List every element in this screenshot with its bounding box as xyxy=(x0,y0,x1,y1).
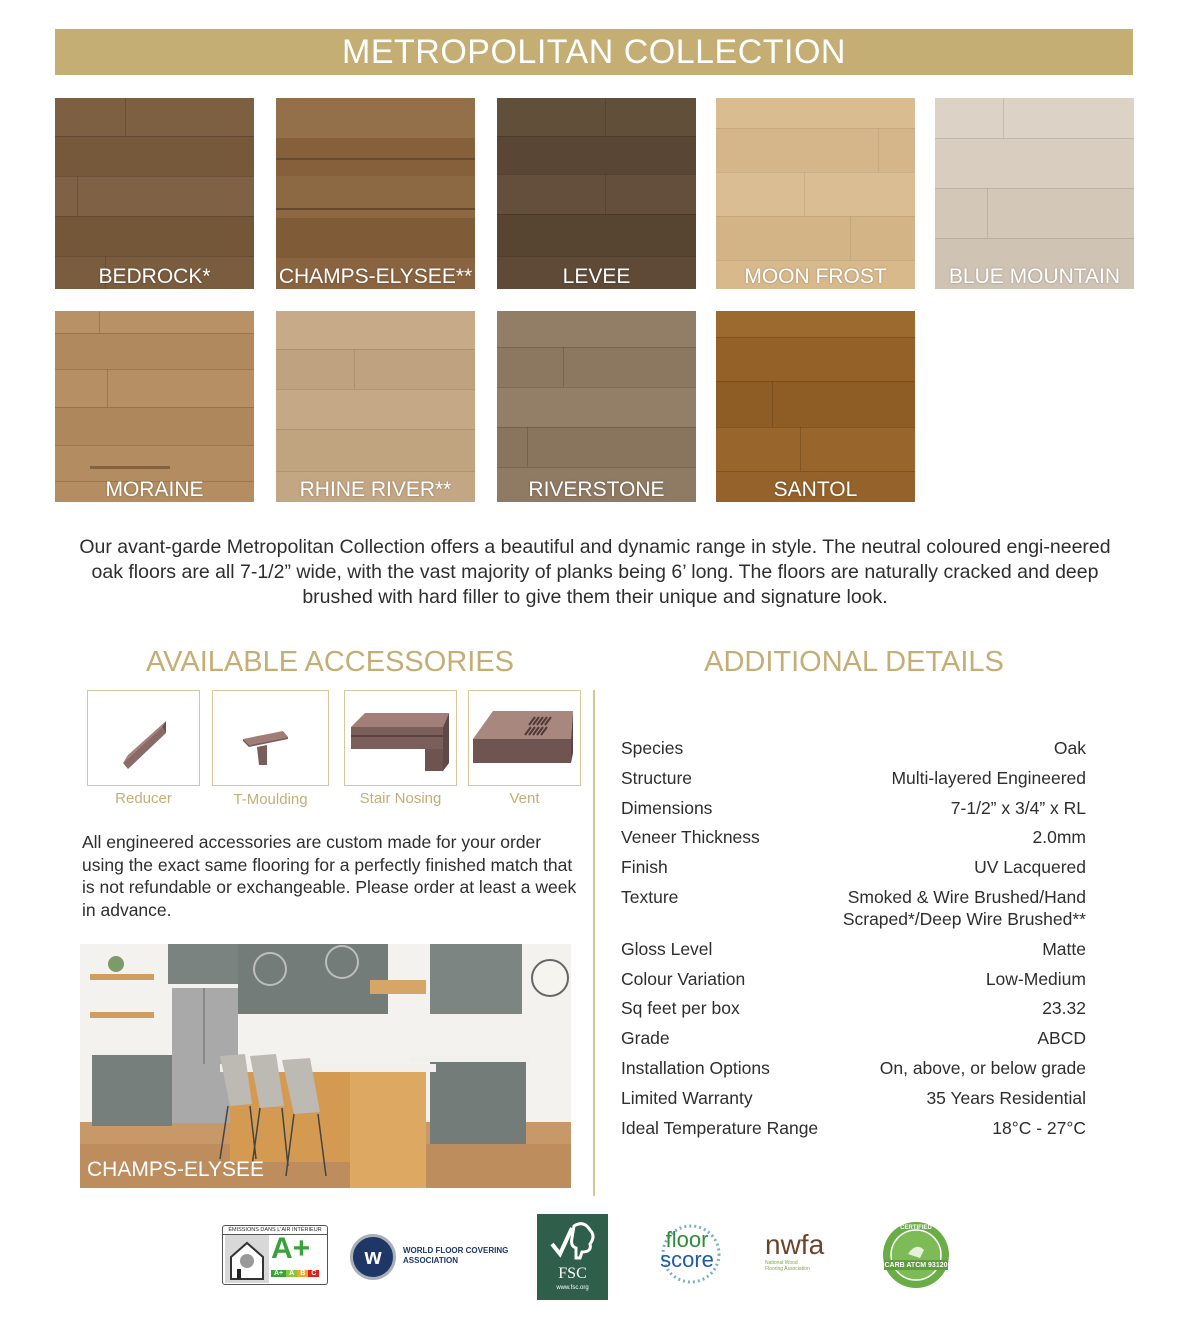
emissions-label: ÉMISSIONS DANS L'AIR INTÉRIEUR xyxy=(223,1226,327,1235)
vent-icon xyxy=(469,691,579,784)
detail-row-gloss-level xyxy=(621,938,1086,960)
detail-label: Gloss Level xyxy=(621,938,713,959)
accessory-reducer xyxy=(87,690,200,786)
floorscore-line-2: score xyxy=(660,1247,714,1272)
accessory-vent xyxy=(468,690,581,786)
carb-certified-label: CERTIFIED xyxy=(900,1225,932,1231)
detail-label: Dimensions xyxy=(621,797,713,818)
detail-row-colour-variation xyxy=(621,968,1086,990)
nwfa-logo xyxy=(765,1230,845,1280)
accessory-label-reducer: Reducer xyxy=(115,790,172,807)
carb-certified-logo xyxy=(874,1220,958,1290)
detail-label: Installation Options xyxy=(621,1057,770,1078)
accessory-label-vent: Vent xyxy=(509,790,540,807)
swatch-label: LEVEE xyxy=(562,265,631,288)
swatch-moon-frost xyxy=(716,98,915,289)
swatch-rhine-river xyxy=(276,311,475,502)
detail-value: 7-1/2” x 3/4” x RL xyxy=(950,797,1086,818)
wfca-line-1: WORLD FLOOR COVERING xyxy=(403,1246,509,1255)
accessory-label-stair-nosing: Stair Nosing xyxy=(359,790,442,807)
detail-label: Sq feet per box xyxy=(621,998,740,1019)
swatch-label: RIVERSTONE xyxy=(528,478,665,501)
details-table xyxy=(621,737,1086,1146)
scale-b: B xyxy=(297,1270,308,1277)
reducer-icon xyxy=(88,691,198,784)
detail-value: Oak xyxy=(1053,738,1086,758)
stair-nosing-icon xyxy=(345,691,455,784)
floorscore-text xyxy=(649,1227,725,1272)
section-divider xyxy=(593,690,595,1196)
wfca-line-2: ASSOCIATION xyxy=(403,1256,458,1265)
detail-row-species xyxy=(621,737,1086,759)
detail-value: Matte xyxy=(1042,938,1086,959)
detail-row-structure xyxy=(621,767,1086,789)
details-title: ADDITIONAL DETAILS xyxy=(704,646,1004,678)
swatch-label: SANTOL xyxy=(773,478,858,501)
detail-value: ABCD xyxy=(1037,1028,1086,1049)
kitchen-illustration xyxy=(80,944,571,1188)
swatch-bedrock xyxy=(55,98,254,289)
swatch-label: MORAINE xyxy=(105,478,204,501)
detail-value xyxy=(843,886,1086,930)
emissions-scale xyxy=(271,1270,319,1277)
wfca-letter: w xyxy=(364,1244,382,1269)
detail-value: UV Lacquered xyxy=(974,857,1086,878)
nwfa-subtitle xyxy=(765,1260,845,1272)
detail-row-dimensions xyxy=(621,797,1086,819)
detail-row-texture xyxy=(621,886,1086,930)
detail-label: Grade xyxy=(621,1028,670,1049)
floorscore-logo xyxy=(645,1222,730,1286)
swatch-label: CHAMPS-ELYSEE** xyxy=(278,265,473,288)
detail-label: Species xyxy=(621,738,684,758)
detail-label: Limited Warranty xyxy=(621,1087,753,1108)
detail-value: Low-Medium xyxy=(985,968,1086,989)
swatch-riverstone xyxy=(497,311,696,502)
texture-line-1: Smoked & Wire Brushed/Hand xyxy=(847,886,1086,907)
nwfa-name: nwfa xyxy=(765,1229,825,1260)
scale-c: C xyxy=(308,1270,319,1277)
carb-text: CARB ATCM 93120 xyxy=(884,1262,948,1269)
wfca-logo xyxy=(350,1232,520,1282)
detail-label: Veneer Thickness xyxy=(621,827,760,848)
wfca-emblem xyxy=(350,1234,396,1280)
detail-label: Colour Variation xyxy=(621,968,746,989)
detail-label: Ideal Temperature Range xyxy=(621,1117,819,1138)
kitchen-photo-caption: CHAMPS-ELYSEE xyxy=(87,1158,264,1181)
detail-row-temperature xyxy=(621,1117,1086,1139)
t-moulding-icon xyxy=(213,691,327,784)
collection-title: METROPOLITAN COLLECTION xyxy=(342,33,846,71)
emissions-grade: A+ xyxy=(271,1232,311,1265)
nwfa-line-2: Flooring Association xyxy=(765,1266,810,1272)
fsc-logo xyxy=(537,1214,608,1300)
scale-a-plus: A+ xyxy=(271,1270,286,1277)
fsc-name: FSC xyxy=(558,1265,587,1282)
detail-value: 23.32 xyxy=(1042,998,1086,1019)
fsc-url: www.fsc.org xyxy=(556,1285,589,1291)
swatch-label: MOON FROST xyxy=(744,265,887,288)
accessory-label-t-moulding: T-Moulding xyxy=(233,791,308,808)
detail-value: 35 Years Residential xyxy=(926,1087,1086,1108)
detail-row-finish xyxy=(621,856,1086,878)
detail-row-grade xyxy=(621,1027,1086,1049)
scale-a: A xyxy=(286,1270,297,1277)
house-icon xyxy=(225,1235,269,1283)
detail-label: Texture xyxy=(621,886,679,907)
collection-description: Our avant-garde Metropolitan Collection offers a beautiful and dynamic range in style. The neutral coloured engi-neered oak floors are all 7-1/2” wide, with the vast majority of planks being 6’ long. The floors are naturally cracked and deep brushed with hard filler to give them their unique and signature look. xyxy=(79,536,1111,608)
detail-value: Multi-layered Engineered xyxy=(891,767,1086,788)
swatch-label: BLUE MOUNTAIN xyxy=(948,265,1121,288)
floorscore-line-1: floor xyxy=(665,1227,709,1252)
detail-value: 18°C - 27°C xyxy=(992,1117,1086,1138)
texture-line-2: Scraped*/Deep Wire Brushed** xyxy=(842,908,1086,929)
accessory-stair-nosing xyxy=(344,690,457,786)
fsc-tree-icon xyxy=(548,1220,598,1260)
emissions-a-plus-logo xyxy=(222,1225,328,1285)
collection-title-bar xyxy=(55,29,1133,75)
accessories-title: AVAILABLE ACCESSORIES xyxy=(145,646,515,678)
detail-row-warranty xyxy=(621,1087,1086,1109)
swatch-champs-elysee xyxy=(276,98,475,289)
detail-label: Finish xyxy=(621,857,668,878)
swatch-moraine xyxy=(55,311,254,502)
detail-value: 2.0mm xyxy=(1032,827,1086,848)
nwfa-line-1: National Wood xyxy=(765,1260,798,1266)
wfca-text xyxy=(403,1246,508,1266)
detail-row-installation xyxy=(621,1057,1086,1079)
detail-row-veneer-thickness xyxy=(621,826,1086,848)
swatch-santol xyxy=(716,311,915,502)
swatch-label: BEDROCK* xyxy=(98,265,211,288)
swatch-label: RHINE RIVER** xyxy=(299,478,452,501)
detail-row-sq-feet xyxy=(621,997,1086,1019)
detail-label: Structure xyxy=(621,767,692,788)
detail-value: On, above, or below grade xyxy=(879,1057,1086,1078)
kitchen-photo xyxy=(80,944,571,1188)
accessories-note: All engineered accessories are custom made for your order using the exact same flooring for a perfectly finished match that is not refundable or exchangeable. Please order at least a week in advance. xyxy=(82,832,577,920)
swatch-levee xyxy=(497,98,696,289)
swatch-blue-mountain xyxy=(935,98,1134,289)
accessory-t-moulding xyxy=(212,690,329,786)
